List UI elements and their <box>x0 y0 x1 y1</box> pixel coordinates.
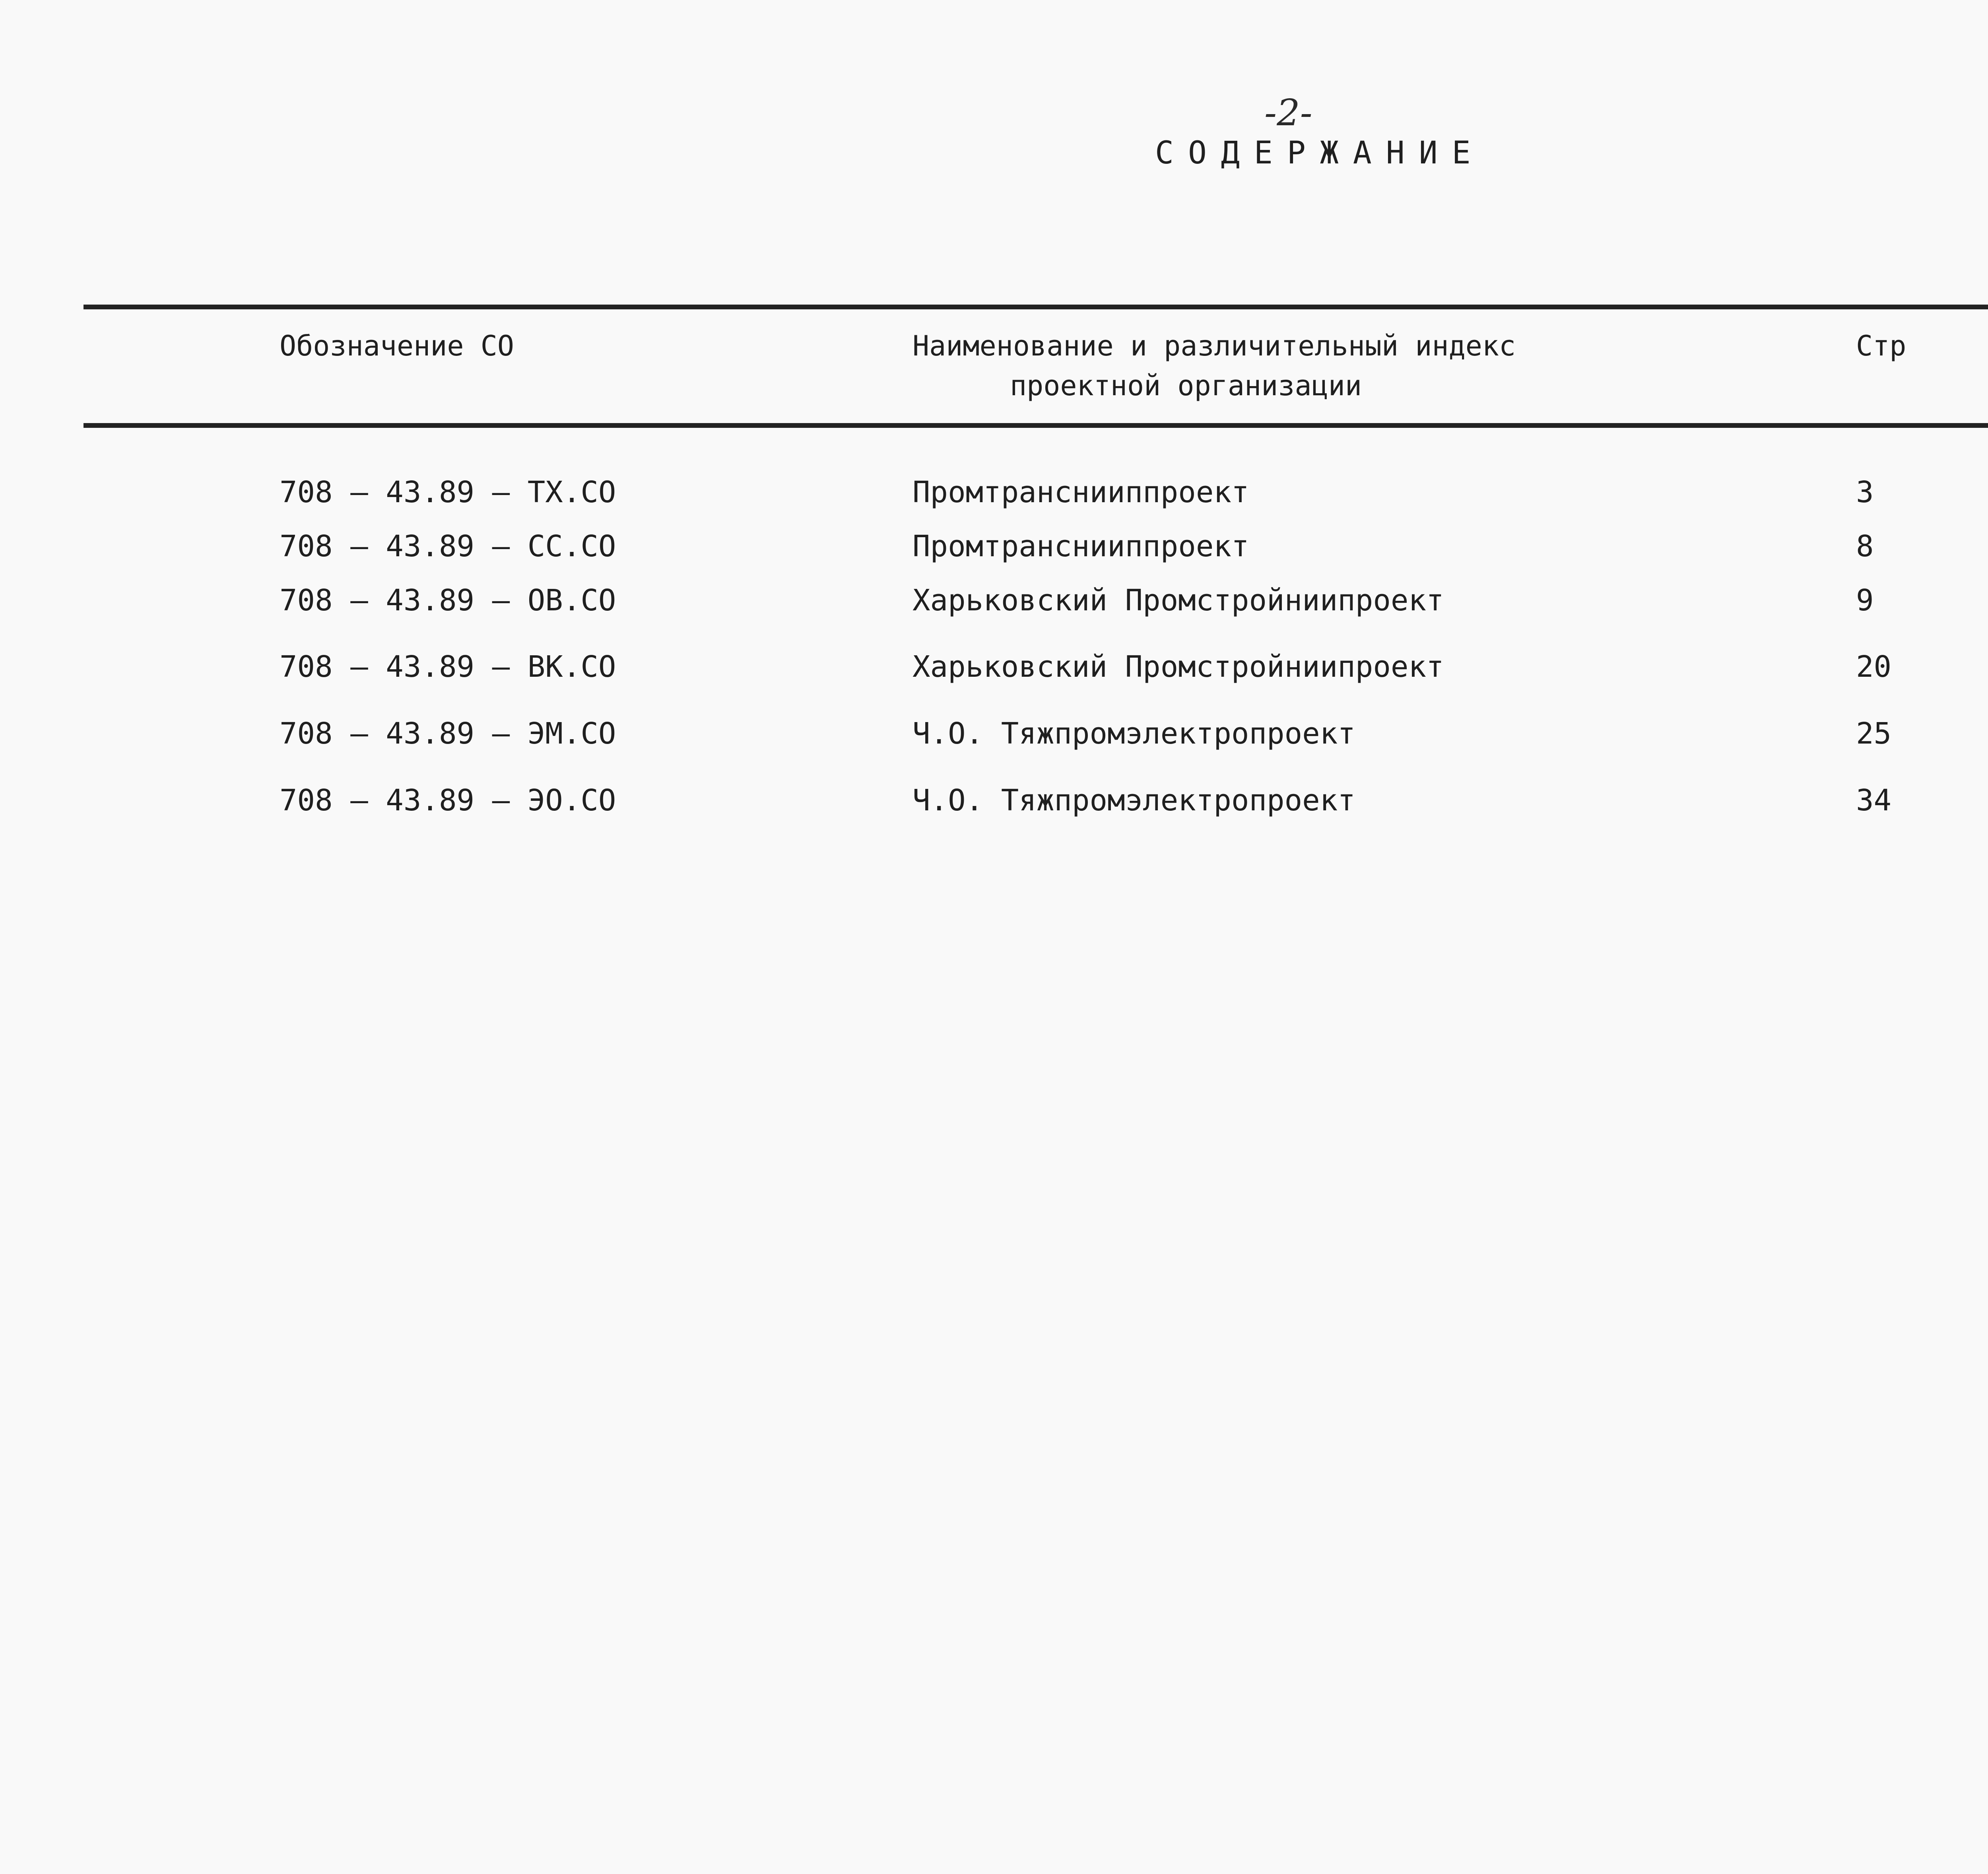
row-organization: Промтранснииппроект <box>912 529 1249 563</box>
table-row <box>0 643 1988 691</box>
row-organization: Харьковский Промстройниипроект <box>912 650 1444 684</box>
table-row <box>0 468 1988 516</box>
header-page: Стр <box>1856 330 1906 362</box>
row-organization: Ч.О. Тяжпромэлектропроект <box>912 717 1355 751</box>
row-designation: 708 – 43.89 – ОВ.СО <box>280 583 616 618</box>
row-designation: 708 – 43.89 – ЭО.СО <box>280 783 616 818</box>
table-header-rule <box>83 423 1988 428</box>
table-row <box>0 522 1988 570</box>
row-organization: Промтранснииппроект <box>912 475 1249 509</box>
row-designation: 708 – 43.89 – СС.СО <box>280 529 616 563</box>
table-top-rule <box>83 305 1988 309</box>
row-page: 8 <box>1856 529 1874 563</box>
page-number: -2- <box>1264 91 1312 134</box>
header-name: Наименование и различительный индекс <box>912 330 1516 362</box>
row-designation: 708 – 43.89 – ВК.СО <box>280 650 616 684</box>
row-page: 34 <box>1856 783 1892 818</box>
table-row <box>0 577 1988 624</box>
header-designation: Обозначение СО <box>280 330 514 362</box>
row-organization: Харьковский Промстройниипроект <box>912 583 1444 618</box>
document-title: СОДЕРЖАНИЕ <box>1155 135 1485 171</box>
row-organization: Ч.О. Тяжпромэлектропроект <box>912 783 1355 818</box>
row-designation: 708 – 43.89 – ЭМ.СО <box>280 717 616 751</box>
row-page: 25 <box>1856 717 1892 751</box>
table-row <box>0 777 1988 824</box>
row-page: 9 <box>1856 583 1874 618</box>
row-page: 3 <box>1856 475 1874 509</box>
table-row <box>0 710 1988 757</box>
row-designation: 708 – 43.89 – ТХ.СО <box>280 475 616 509</box>
header-name-line2: проектной организации <box>1010 369 1362 402</box>
row-page: 20 <box>1856 650 1892 684</box>
